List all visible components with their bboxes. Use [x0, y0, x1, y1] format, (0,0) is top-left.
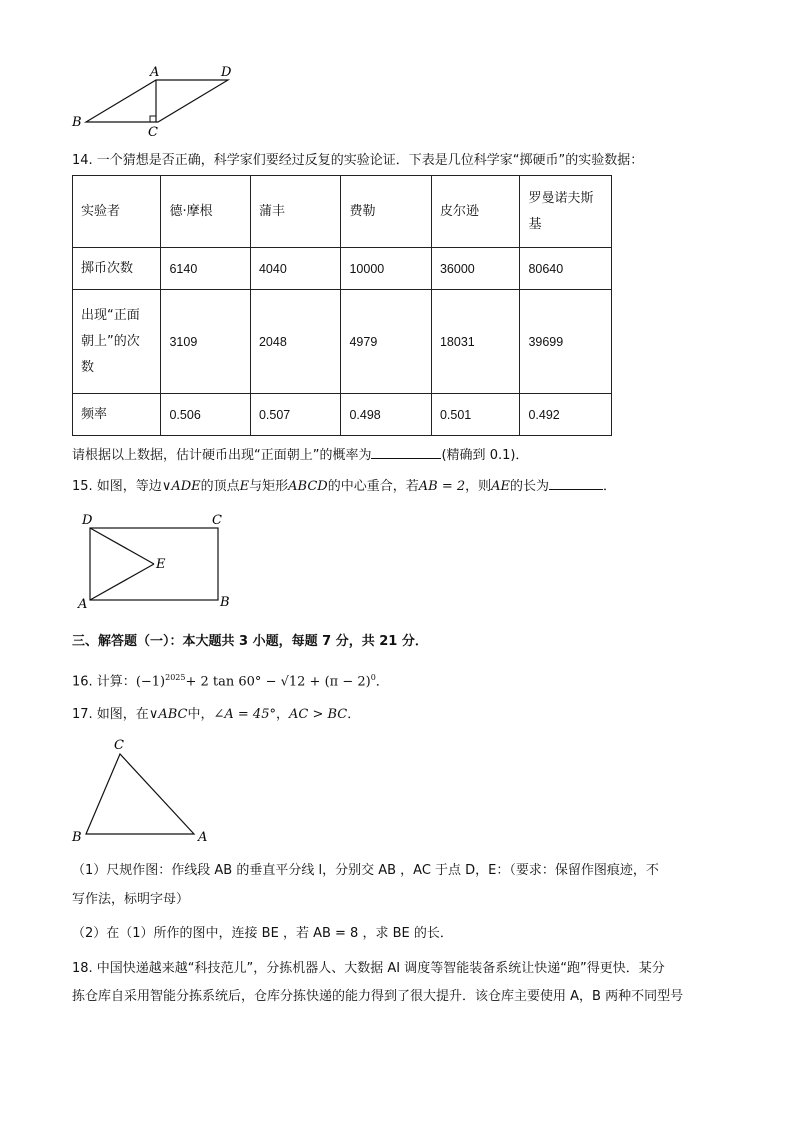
vertex-A: A	[78, 597, 88, 610]
triangle-abc-figure	[66, 734, 216, 844]
q18-line2: 拣仓库自采用智能分拣系统后，仓库分拣快递的能力得到了很大提升．该仓库主要使用 A，B 两种不同型号	[72, 989, 684, 1004]
row-label-tosses: 掷币次数	[73, 248, 161, 290]
q14-text: 14. 一个猜想是否正确，科学家们要经过反复的实验论证．下表是几位科学家“掷硬币”的实验数据：	[72, 153, 644, 168]
vertex-C: C	[114, 738, 124, 753]
q17-part2: （2）在（1）所作的图中，连接 BE ，若 AB = 8 ，求 BE 的长．	[72, 926, 453, 941]
answer-blank[interactable]	[549, 477, 603, 490]
header-pearson: 皮尔逊	[431, 176, 519, 248]
vertex-D: D	[221, 65, 232, 80]
vertex-C: C	[212, 513, 222, 528]
vertex-B: B	[220, 595, 230, 610]
vertex-C: C	[148, 125, 158, 140]
row-label-frequency: 频率	[73, 394, 161, 436]
vertex-A: A	[150, 65, 160, 80]
table-row: 出现“正面 朝上”的次 数 3109 2048 4979 18031 39699	[73, 290, 612, 394]
vertex-B: B	[72, 830, 82, 844]
q14-answer-line: 请根据以上数据，估计硬币出现“正面朝上”的概率为 (精确到 0.1)．	[72, 448, 529, 463]
q15-text: 15. 如图，等边∨ADE的顶点E与矩形ABCD的中心重合，若AB = 2，则AE的长为 ．	[72, 479, 617, 494]
coin-toss-table	[72, 175, 612, 436]
header-romanovsky: 罗曼诺夫斯 基	[520, 176, 612, 248]
header-buffon: 蒲丰	[250, 176, 341, 248]
row-label-heads: 出现“正面 朝上”的次 数	[73, 290, 161, 394]
header-de-morgan: 德·摩根	[161, 176, 250, 248]
q17-part1-line1: （1）尺规作图：作线段 AB 的垂直平分线 l，分别交 AB ，AC 于点 D，E：（要求：保留作图痕迹，不	[72, 863, 659, 878]
vertex-A: A	[198, 830, 208, 844]
section-heading: 三、解答题（一）：本大题共 3 小题，每题 7 分，共 21 分．	[72, 634, 428, 649]
answer-blank[interactable]	[371, 446, 441, 459]
table-row: 掷币次数 6140 4040 10000 36000 80640	[73, 248, 612, 290]
parallelogram-figure	[66, 60, 246, 140]
q16-text: 16. 计算：$(-1)^{2025}+ 2$ $\tan 60^\circ - √12 + (\pi - 2)^0$．	[72, 673, 389, 690]
rectangle-triangle-figure	[72, 510, 242, 610]
q18-line1: 18. 中国快递越来越“科技范儿”，分拣机器人、大数据 AI 调度等智能装备系统让快递“跑”得更快．某分	[72, 961, 665, 976]
q17-text: 17. 如图，在∨ABC中，∠A = 45°，AC > BC．	[72, 707, 361, 722]
header-experimenter: 实验者	[73, 176, 161, 248]
vertex-B: B	[72, 115, 82, 130]
table-row: 频率 0.506 0.507 0.498 0.501 0.492	[73, 394, 612, 436]
header-feller: 费勒	[341, 176, 432, 248]
vertex-E: E	[156, 557, 166, 572]
q17-part1-line2: 写作法，标明字母）	[72, 892, 190, 907]
vertex-D: D	[82, 513, 93, 528]
